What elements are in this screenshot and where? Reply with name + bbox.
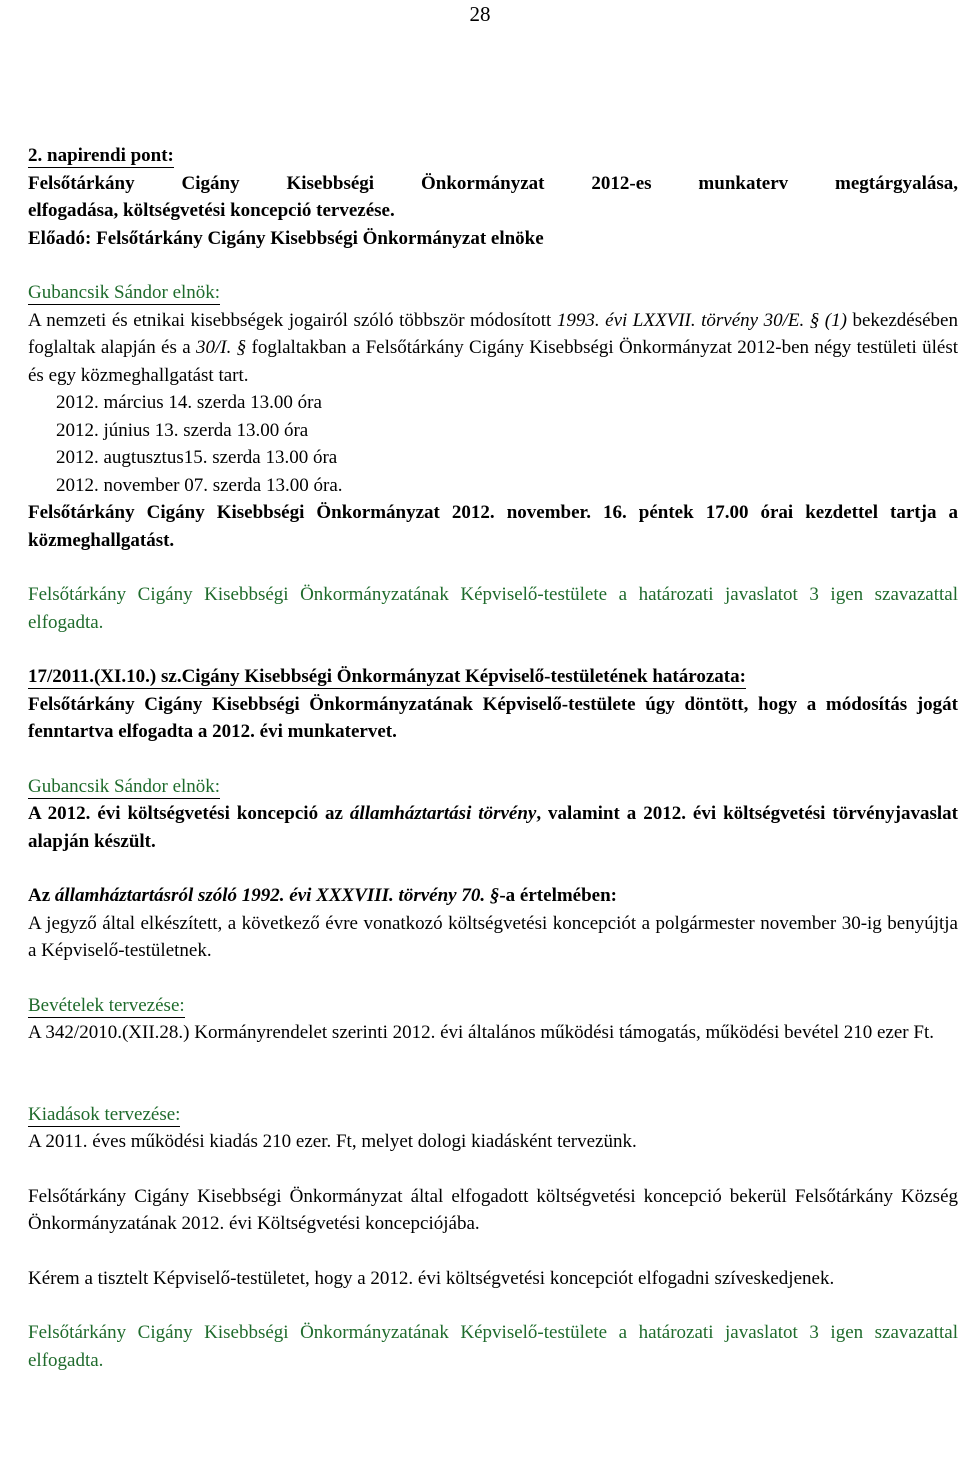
document-body — [28, 142, 958, 1374]
law-text: A jegyző által elkészített, a következő évre vonatkozó költségvetési koncepciót a polgármester november 30-ig benyújtja a Képviselő-testületnek. — [28, 912, 958, 961]
date-item-4: 2012. november 07. szerda 13.00 óra. — [56, 474, 343, 496]
public-hearing-notice: Felsőtárkány Cigány Kisebbségi Önkormányzat 2012. november. 16. péntek 17.00 órai kezdettel tartja a közmeghallgatást. — [28, 502, 958, 551]
request-paragraph: Kérem a tisztelt Képviselő-testületet, hogy a 2012. évi költségvetési koncepciót elfogadni szíveskedjenek. — [28, 1267, 835, 1289]
agenda-title-line2: elfogadása, költségvetési koncepció tervezése. — [28, 200, 395, 221]
agenda-heading: 2. napirendi pont: — [28, 145, 174, 166]
date-item-2: 2012. június 13. szerda 13.00 óra — [56, 419, 309, 441]
page-number: 28 — [469, 2, 491, 26]
revenue-heading: Bevételek tervezése: — [28, 994, 185, 1016]
resolution-text: Felsőtárkány Cigány Kisebbségi Önkormányzatának Képviselő-testülete úgy döntött, hogy a módosítás jogát fenntartva elfogadta a 2012. évi munkatervet. — [28, 693, 958, 742]
vote-result-1: Felsőtárkány Cigány Kisebbségi Önkormányzatának Képviselő-testülete a határozati javaslatot 3 igen szavazattal elfogadta. — [28, 584, 958, 633]
agenda-presenter: Előadó: Felsőtárkány Cigány Kisebbségi Önkormányzat elnöke — [28, 227, 544, 249]
resolution-header: 17/2011.(XI.10.) sz.Cigány Kisebbségi Önkormányzat Képviselő-testületének határozata: — [28, 666, 746, 687]
vote-result-2: Felsőtárkány Cigány Kisebbségi Önkormányzatának Képviselő-testülete a határozati javaslatot 3 igen szavazattal elfogadta. — [28, 1322, 958, 1371]
date-item-1: 2012. március 14. szerda 13.00 óra — [56, 392, 322, 413]
agenda-title-line1: Felsőtárkány Cigány Kisebbségi Önkormányzat 2012-es munkaterv megtárgyalása, — [28, 172, 958, 194]
speaker1-paragraph: A nemzeti és etnikai kisebbségek jogairól szóló többször módosított 1993. évi LXXVII. törvény 30/E. § (1) bekezdésében foglaltak alapján és a 30/I. § foglaltakban a Felsőtárkány Cigány Kisebbségi Önkormányzat 2012-ben négy testületi ülést és egy közmeghallgatást tart. — [28, 309, 959, 386]
expense-text: A 2011. éves működési kiadás 210 ezer. Ft, melyet dologi kiadásként tervezünk. — [28, 1131, 637, 1152]
law-reference: Az államháztartásról szóló 1992. évi XXXVIII. törvény 70. §-a értelmében: — [28, 885, 617, 906]
revenue-text: A 342/2010.(XII.28.) Kormányrendelet szerinti 2012. évi általános működési támogatás, működési bevétel 210 ezer Ft. — [28, 1022, 934, 1043]
date-item-3: 2012. augtusztus15. szerda 13.00 óra — [56, 447, 338, 468]
speaker2-label: Gubancsik Sándor elnök: — [28, 775, 221, 797]
speaker2-paragraph: A 2012. évi költségvetési koncepció az államháztartási törvény, valamint a 2012. évi költségvetési törvényjavaslat alapján készült. — [28, 803, 958, 852]
speaker1-label: Gubancsik Sándor elnök: — [28, 282, 221, 303]
concept-paragraph: Felsőtárkány Cigány Kisebbségi Önkormányzat által elfogadott költségvetési koncepció bekerül Felsőtárkány Község Önkormányzatának 2012. évi Költségvetési koncepciójába. — [28, 1185, 958, 1234]
expense-heading: Kiadások tervezése: — [28, 1103, 181, 1125]
